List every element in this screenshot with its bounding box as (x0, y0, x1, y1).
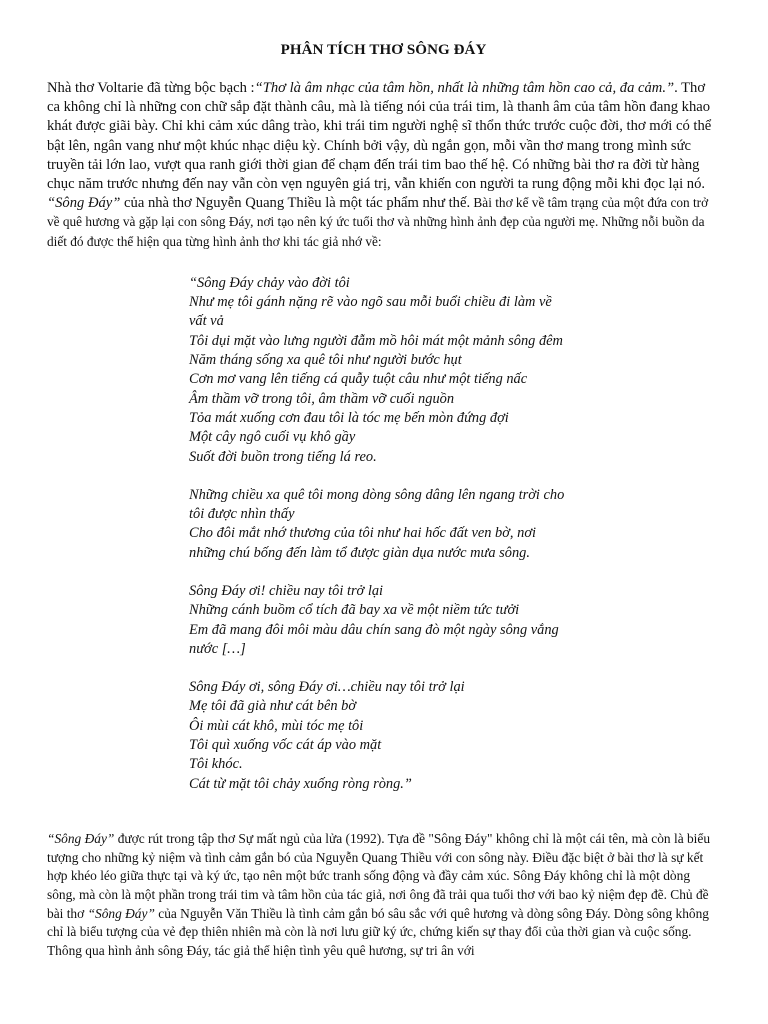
intro-text-c: của nhà thơ Nguyễn Quang Thiều là một tác phẩm như thế. (120, 195, 471, 212)
poem-stanza-4 (189, 678, 609, 794)
poem-line: Cho đôi mắt nhớ thương của tôi như hai hốc đất ven bờ, nơi (189, 525, 536, 542)
poem-line: Ôi mùi cát khô, mùi tóc mẹ tôi (189, 717, 364, 734)
poem-line: Năm tháng sống xa quê tôi như người bước hụt (189, 352, 462, 369)
poem-line: Tôi quì xuống vốc cát áp vào mặt (189, 737, 382, 754)
analysis-title-ref: “Sông Đáy” (47, 830, 115, 846)
poem-line: Suốt đời buồn trong tiếng lá reo. (189, 448, 377, 465)
poem-line: “Sông Đáy chảy vào đời tôi (189, 274, 350, 291)
poem-line: Mẹ tôi đã già như cát bên bờ (189, 698, 357, 715)
poem-line: những chú bống đến làm tổ được giàn dụa nước mưa sông. (189, 544, 530, 561)
poem-line: Cơn mơ vang lên tiếng cá quẫy tuột câu như một tiếng nấc (189, 371, 528, 388)
poem-line: Như mẹ tôi gánh nặng rẽ vào ngõ sau mỗi buổi chiều đi làm về (189, 294, 552, 311)
poem-stanza-3 (189, 582, 609, 659)
poem-stanza-1 (189, 274, 609, 467)
poem-line: Những chiều xa quê tôi mong dòng sông dâng lên ngang trời cho (189, 486, 565, 503)
analysis-text-2: của Nguyễn Văn Thiều là tình cảm gắn bó sâu sắc với quê hương và dòng sông Đáy. Dòng sông không chỉ là biểu tượng của vẻ đẹp thiên nhiên mà còn là nơi lưu giữ ký ức, chứng kiến sự thay đổi của thời gian và cuộc sống. Thông qua hình ảnh sông Đáy, tác giả thể hiện tình yêu quê hương, sự tri ân với (47, 905, 710, 959)
poem-line: Em đã mang đôi môi màu dâu chín sang đò một ngày sông vắng (189, 621, 559, 638)
poem-line: Những cánh buồm cổ tích đã bay xa về một niềm tức tưởi (189, 602, 520, 619)
poem-line: Cát từ mặt tôi chảy xuống ròng ròng.” (189, 775, 412, 792)
poem-line: vất vả (189, 313, 224, 330)
poem-line: nước […] (189, 640, 246, 657)
intro-text-b: . Thơ ca không chỉ là những con chữ sắp đặt thành câu, mà là tiếng nói của trái tim, là thanh âm của tâm hồn đang khao khát được giãi bày. Chỉ khi cảm xúc dâng trào, khi trái tim người nghệ sĩ thổn thức trước cuộc đời, thơ mới có thể bật lên, ngân vang như một khúc nhạc diệu kỳ. Chính bởi vậy, dù ngắn gọn, mỗi vần thơ mang trong mình sức truyền tải lớn lao, vượt qua ranh giới thời gian để chạm đến trái tim bao thế hệ. Có những bài thơ ra đời từ hàng chục năm trước nhưng đến nay vẫn còn vẹn nguyên giá trị, vẫn khiến con người ta rung động mỗi khi đọc lại nó. (47, 80, 712, 193)
analysis-title-ref-2: “Sông Đáy” (87, 905, 155, 921)
intro-text-a: Nhà thơ Voltarie đã từng bộc bạch : (47, 80, 255, 96)
page-title: PHÂN TÍCH THƠ SÔNG ĐÁY (280, 42, 487, 58)
intro-paragraph (47, 79, 720, 252)
poem-block (189, 274, 609, 794)
poem-line: Sông Đáy ơi! chiều nay tôi trở lại (189, 582, 384, 599)
analysis-text-1: được rút trong tập thơ Sự mất ngủ của lửa (1992). Tựa đề "Sông Đáy" không chỉ là một cái tên, mà còn là biểu tượng cho những kỷ niệm và tình cảm gắn bó của Nguyễn Quang Thiều với con sông này. Điều đặc biệt ở bài thơ là sự kết hợp khéo léo giữa thực tại và ký ức, tạo nên một bức tranh sống động và đầy cảm xúc. Sông Đáy không chỉ là một dòng sông, mà còn là một phần trong trái tim và tâm hồn của tác giả, nơi ông đã trải qua tuổi thơ với bao kỷ niệm đẹp đẽ. Chủ đề bài thơ (47, 830, 711, 921)
poem-line: Tỏa mát xuống cơn đau tôi là tóc mẹ bến mòn đứng đợi (189, 409, 509, 426)
poem-stanza-2 (189, 486, 609, 563)
voltaire-quote: “Thơ là âm nhạc của tâm hồn, nhất là những tâm hồn cao cả, đa cảm.” (254, 80, 675, 96)
poem-line: Âm thầm vỡ trong tôi, âm thầm vỡ cuối nguồn (189, 390, 455, 407)
poem-line: Sông Đáy ơi, sông Đáy ơi…chiều nay tôi trở lại (189, 679, 465, 696)
poem-line: Tôi dụi mặt vào lưng người đẫm mồ hôi mát một mảnh sông đêm (189, 332, 563, 349)
intro-text-d: Bài thơ kể về tâm trạng của một đứa con trở về quê hương và gặp lại con sông Đáy, nơi tạo nên ký ức tuổi thơ và những hình ảnh đẹp của người mẹ. Những nỗi buồn da diết đó được thể hiện qua từng hình ảnh thơ khi tác giả nhớ về: (47, 195, 709, 249)
poem-line: Một cây ngô cuối vụ khô gầy (189, 429, 356, 446)
poem-line: Tôi khóc. (189, 756, 243, 773)
poem-line: tôi được nhìn thấy (189, 506, 295, 523)
analysis-paragraph (47, 830, 720, 961)
poem-title-ref: “Sông Đáy” (47, 195, 121, 212)
